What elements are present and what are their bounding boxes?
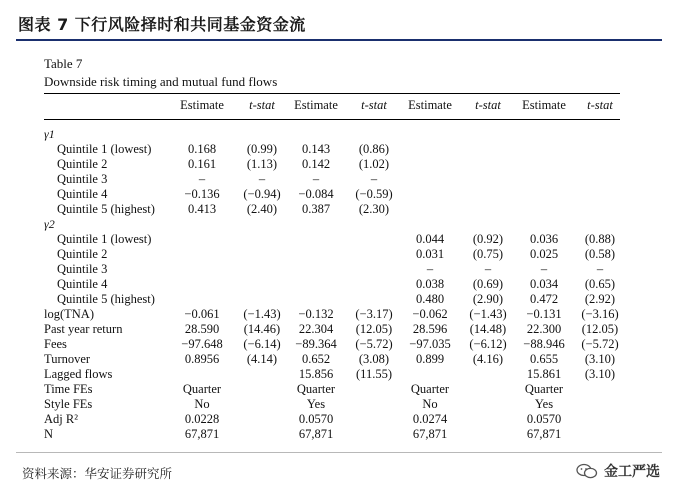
- table-cell: 22.304: [298, 322, 334, 336]
- column-header: t-stat: [361, 98, 387, 112]
- table-cell: −97.035: [409, 337, 451, 351]
- footer-divider: [16, 452, 662, 453]
- table-cell: –: [596, 262, 604, 276]
- table-cell: 15.861: [526, 367, 562, 381]
- wechat-icon: [576, 463, 598, 479]
- brand-name: 金工严选: [604, 464, 660, 480]
- table-cell: 0.0570: [298, 412, 334, 426]
- table-cell: (1.13): [246, 157, 278, 171]
- table-cell: (3.10): [584, 367, 616, 381]
- table-cell: Quarter: [410, 382, 450, 396]
- table-cell: 0.413: [187, 202, 217, 216]
- row-label: Lagged flows: [44, 367, 113, 381]
- table-cell: (−3.16): [581, 307, 619, 321]
- table-cell: (14.46): [243, 322, 281, 336]
- table-cell: −0.131: [526, 307, 562, 321]
- table-cell: (0.58): [584, 247, 616, 261]
- source-note: 资料来源：华安证券研究所: [22, 466, 173, 481]
- table-cell: 28.590: [184, 322, 220, 336]
- table-cell: (2.30): [358, 202, 390, 216]
- table-cell: –: [258, 172, 266, 186]
- table-cell: −0.136: [184, 187, 220, 201]
- table-caption: Downside risk timing and mutual fund flows: [44, 74, 278, 89]
- table-cell: 0.480: [415, 292, 445, 306]
- column-header: t-stat: [249, 98, 275, 112]
- table-cell: –: [370, 172, 378, 186]
- table-cell: 0.161: [187, 157, 217, 171]
- table-cell: 67,871: [298, 427, 334, 441]
- column-header: t-stat: [475, 98, 501, 112]
- table-cell: 0.8956: [184, 352, 220, 366]
- table-cell: (−3.17): [355, 307, 393, 321]
- table-cell: 0.143: [301, 142, 331, 156]
- table-cell: (0.99): [246, 142, 278, 156]
- column-header: Estimate: [522, 98, 566, 112]
- table-cell: (4.16): [472, 352, 504, 366]
- table-cell: 67,871: [412, 427, 448, 441]
- table-cell: 0.034: [529, 277, 559, 291]
- row-label: Quintile 2: [57, 157, 108, 171]
- table-cell: Yes: [534, 397, 554, 411]
- table-cell: –: [426, 262, 434, 276]
- table-cell: −0.061: [184, 307, 220, 321]
- table-cell: (2.92): [584, 292, 616, 306]
- table-cell: Quarter: [296, 382, 336, 396]
- table-cell: (2.90): [472, 292, 504, 306]
- table-cell: −89.364: [295, 337, 337, 351]
- gamma1-label: γ1: [44, 127, 55, 141]
- row-label: Quintile 4: [57, 277, 108, 291]
- table-cell: 0.031: [415, 247, 445, 261]
- table-cell: 0.472: [529, 292, 559, 306]
- table-cell: 0.142: [301, 157, 331, 171]
- table-top-rule: [44, 93, 620, 94]
- table-cell: (3.10): [584, 352, 616, 366]
- table-cell: −88.946: [523, 337, 565, 351]
- table-cell: 0.036: [529, 232, 559, 246]
- table-cell: 67,871: [526, 427, 562, 441]
- table-cell: 28.596: [412, 322, 448, 336]
- table-cell: Quarter: [182, 382, 222, 396]
- table-cell: 67,871: [184, 427, 220, 441]
- table-cell: (0.88): [584, 232, 616, 246]
- row-label: Fees: [44, 337, 67, 351]
- row-label: Quintile 5 (highest): [57, 202, 155, 216]
- row-label: Quintile 3: [57, 172, 108, 186]
- table-cell: −97.648: [181, 337, 223, 351]
- table-cell: –: [312, 172, 320, 186]
- column-header: Estimate: [294, 98, 338, 112]
- table-cell: (−1.43): [469, 307, 507, 321]
- table-cell: (0.75): [472, 247, 504, 261]
- table-cell: (1.02): [358, 157, 390, 171]
- table-cell: –: [484, 262, 492, 276]
- table-cell: −0.062: [412, 307, 448, 321]
- row-label: Quintile 1 (lowest): [57, 232, 152, 246]
- table-cell: 0.0274: [412, 412, 448, 426]
- table-cell: 22.300: [526, 322, 562, 336]
- table-cell: −0.132: [298, 307, 334, 321]
- table-cell: (0.86): [358, 142, 390, 156]
- row-label: Style FEs: [44, 397, 93, 411]
- row-label: Quintile 1 (lowest): [57, 142, 152, 156]
- row-label: N: [44, 427, 54, 441]
- table-cell: (0.69): [472, 277, 504, 291]
- row-label: Adj R²: [44, 412, 78, 426]
- row-label: Turnover: [44, 352, 91, 366]
- column-header: Estimate: [408, 98, 452, 112]
- table-cell: (−5.72): [581, 337, 619, 351]
- row-label: Quintile 2: [57, 247, 108, 261]
- table-cell: Yes: [306, 397, 326, 411]
- row-label: Quintile 5 (highest): [57, 292, 155, 306]
- table-cell: (2.40): [246, 202, 278, 216]
- row-label: Past year return: [44, 322, 123, 336]
- table-cell: No: [194, 397, 210, 411]
- table-cell: 0.899: [415, 352, 445, 366]
- table-cell: No: [422, 397, 438, 411]
- title-divider: [16, 39, 662, 41]
- table-cell: 0.044: [415, 232, 445, 246]
- column-header: t-stat: [587, 98, 613, 112]
- table-cell: (−1.43): [243, 307, 281, 321]
- gamma2-label: γ2: [44, 217, 55, 231]
- column-header: Estimate: [180, 98, 224, 112]
- table-cell: (−0.94): [243, 187, 281, 201]
- table-cell: (0.65): [584, 277, 616, 291]
- brand-logo: [576, 461, 660, 481]
- row-label: log(TNA): [44, 307, 94, 321]
- table-cell: (0.92): [472, 232, 504, 246]
- table-cell: (−0.59): [355, 187, 393, 201]
- figure-title: 图表 7 下行风险择时和共同基金资金流: [18, 15, 306, 34]
- table-cell: 0.0228: [184, 412, 220, 426]
- table-cell: –: [198, 172, 206, 186]
- table-cell: (12.05): [581, 322, 619, 336]
- table-cell: (12.05): [355, 322, 393, 336]
- row-label: Quintile 4: [57, 187, 108, 201]
- table-cell: (−5.72): [355, 337, 393, 351]
- row-label: Time FEs: [44, 382, 93, 396]
- table-cell: 0.025: [529, 247, 559, 261]
- table-cell: 0.387: [301, 202, 331, 216]
- table-cell: 0.0570: [526, 412, 562, 426]
- table-cell: (14.48): [469, 322, 507, 336]
- table-cell: 0.655: [529, 352, 559, 366]
- table-cell: –: [540, 262, 548, 276]
- table-cell: 0.038: [415, 277, 445, 291]
- table-cell: 15.856: [298, 367, 334, 381]
- row-label: Quintile 3: [57, 262, 108, 276]
- table-cell: 0.168: [187, 142, 217, 156]
- table-cell: (−6.14): [243, 337, 281, 351]
- table-cell: (4.14): [246, 352, 278, 366]
- table-cell: Quarter: [524, 382, 564, 396]
- table-header-rule: [44, 119, 620, 120]
- table-cell: (11.55): [356, 367, 392, 381]
- table-cell: (−6.12): [469, 337, 507, 351]
- table-cell: 0.652: [301, 352, 331, 366]
- table-cell: −0.084: [298, 187, 334, 201]
- table-label: Table 7: [44, 56, 83, 71]
- table-cell: (3.08): [358, 352, 390, 366]
